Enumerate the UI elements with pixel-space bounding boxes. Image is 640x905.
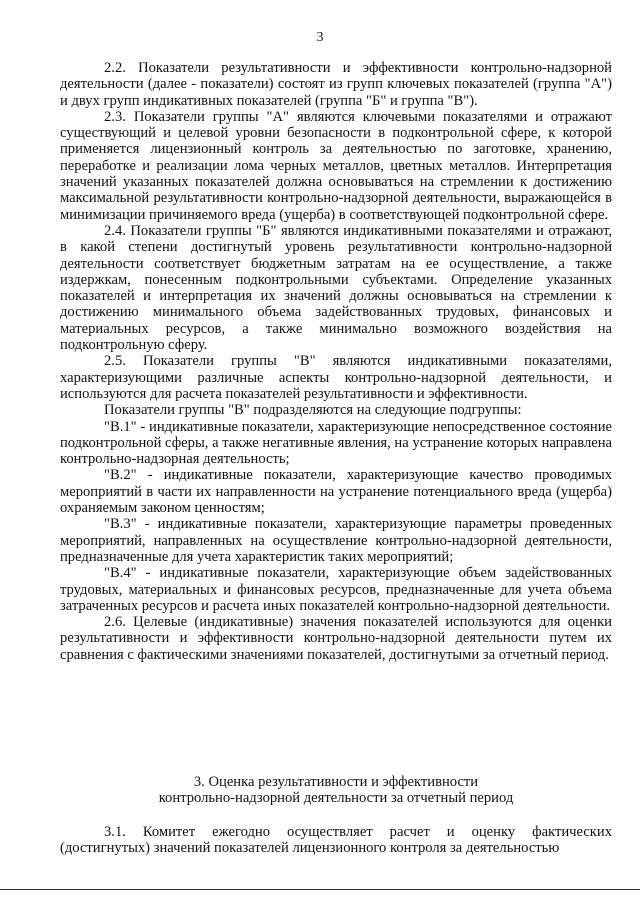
paragraph-2-2: 2.2. Показатели результативности и эффективности контрольно-надзорной деятельности (далее - показатели) состоят из групп ключевых показателей (группа "А") и двух групп индикативных показателей (группа "Б" и группа "В"). <box>60 60 612 109</box>
paragraph-3-1: 3.1. Комитет ежегодно осуществляет расчет и оценку фактических (достигнутых) значений показателей лицензионного контроля за деятельностью <box>60 824 612 857</box>
page-bottom-edge <box>0 889 640 890</box>
section-heading-line-1: 3. Оценка результативности и эффективности <box>193 774 479 790</box>
page-number: 3 <box>316 30 324 45</box>
paragraph-v1: "В.1" - индикативные показатели, характеризующие непосредственное состояние подконтрольной сферы, а также негативные явления, на устранение которых направлена контрольно-надзорная деятельность; <box>60 418 612 468</box>
section-heading-line-2: контрольно-надзорной деятельности за отчетный период <box>158 790 514 807</box>
document-body-continued <box>60 824 612 857</box>
paragraph-2-5: 2.5. Показатели группы "В" являются индикативными показателями, характеризующими различные аспекты контрольно-надзорной деятельности, и используются для расчета показателей результативности и эффективности. <box>60 353 612 402</box>
paragraph-group-v-intro: Показатели группы "В" подразделяются на следующие подгруппы: <box>104 402 522 419</box>
paragraph-2-3: 2.3. Показатели группы "А" являются ключевыми показателями и отражают существующий и целевой уровни безопасности в подконтрольной сфере, к которой применяется лицензионный контроль за деятельностью по заготовке, хранению, переработке и реализации лома черных металлов, цветных металлов. Интерпретация значений указанных показателей должна основываться на стремлении к достижению максимальной результативности контрольно-надзорной деятельности, выражающейся в минимизации причиняемого вреда (ущерба) в соответствующей подконтрольной сфере. <box>60 108 612 223</box>
paragraph-v3: "В.3" - индикативные показатели, характеризующие параметры проведенных мероприятий, направленных на осуществление контрольно-надзорной деятельности, предназначенные для учета характеристик таких мероприятий; <box>60 516 612 565</box>
section-heading <box>60 774 612 807</box>
document-body <box>60 60 612 663</box>
paragraph-2-6: 2.6. Целевые (индикативные) значения показателей используются для оценки результативности и эффективности контрольно-надзорной деятельности путем их сравнения с фактическими значениями показателей, достигнутыми за отчетный период. <box>60 614 612 663</box>
paragraph-2-4: 2.4. Показатели группы "Б" являются индикативными показателями и отражают, в какой степени достигнутый уровень результативности контрольно-надзорной деятельности соответствует бюджетным затратам на ее осуществление, а также издержкам, понесенным подконтрольными субъектами. Определение указанных показателей и интерпретация их значений должны основываться на стремлении к достижению минимального объема задействованных трудовых, финансовых и материальных ресурсов, а также минимально возможного воздействия на подконтрольную сферу. <box>60 222 612 354</box>
paragraph-v4: "В.4" - индикативные показатели, характеризующие объем задействованных трудовых, материальных и финансовых ресурсов, предназначенные для учета объема затраченных ресурсов и расчета иных показателей контрольно-надзорной деятельности. <box>60 565 612 614</box>
paragraph-v2: "В.2" - индикативные показатели, характеризующие качество проводимых мероприятий в части их направленности на устранение потенциального вреда (ущерба) охраняемым законом ценностям; <box>60 467 612 517</box>
